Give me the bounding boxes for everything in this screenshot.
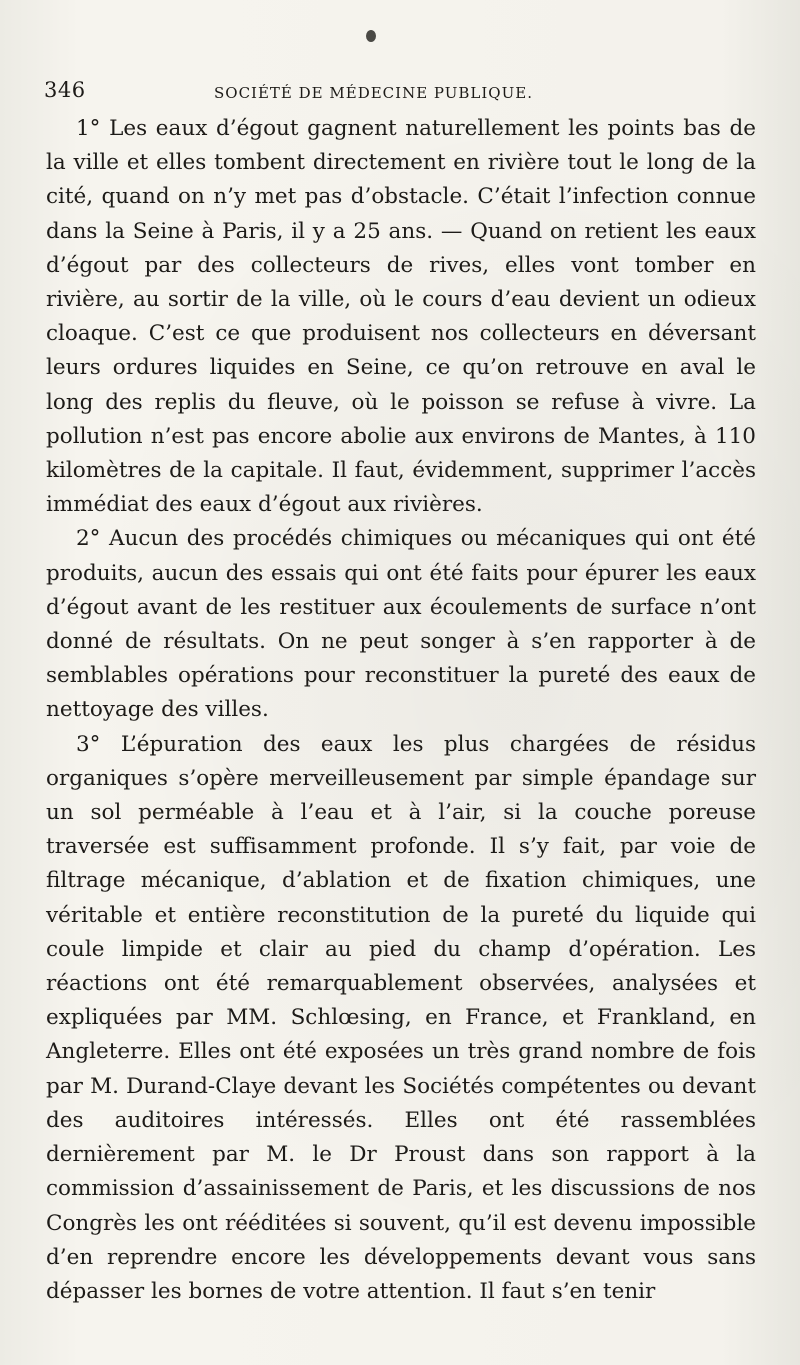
paragraph-3: 3° L’épuration des eaux les plus chargées de résidus organiques s’opère merveilleusement par simple épandage sur un sol perméable à l’eau et à l’air, si la couche poreuse traversée est suffisamment profonde. Il s’y fait, par voie de filtrage mécanique, d’ablation et de fixation chimiques, une véritable et entière reconstitution de la pureté du liquide qui coule limpide et clair au pied du champ d’opération. Les réactions ont été remarquablement observées, analysées et expliquées par MM. Schlœsing, en France, et Frankland, en Angleterre. Elles ont été exposées un très grand nombre de fois par M. Durand-Claye devant les Sociétés compétentes ou devant des auditoires intéressés. Elles ont été rassemblées dernièrement par M. le Dr Proust dans son rapport à la commission d’assainissement de Paris, et les discussions de nos Congrès les ont rééditées si souvent, qu’il est devenu impossible d’en reprendre encore les développements devant vous sans dépasser les bornes de votre attention. Il faut s’en tenir <box>46 731 756 1304</box>
body-text <box>46 112 756 1309</box>
paragraph-2: 2° Aucun des procédés chimiques ou mécaniques qui ont été produits, aucun des essais qui ont été faits pour épurer les eaux d’égout avant de les restituer aux écoulements de surface n’ont donné de résultats. On ne peut songer à s’en rapporter à de semblables opérations pour reconstituer la pureté des eaux de nettoyage des villes. <box>46 526 756 723</box>
paragraph-1: 1° Les eaux d’égout gagnent naturellement les points bas de la ville et elles tombent directement en rivière tout le long de la cité, quand on n’y met pas d’obstacle. C’était l’infection connue dans la Seine à Paris, il y a 25 ans. — Quand on retient les eaux d’égout par des collecteurs de rives, elles vont tomber en rivière, au sortir de la ville, où le cours d’eau devient un odieux cloaque. C’est ce que produisent nos collecteurs en déversant leurs ordures liquides en Seine, ce qu’on retrouve en aval le long des replis du fleuve, où le poisson se refuse à vivre. La pollution n’est pas encore abolie aux environs de Mantes, à 110 kilomètres de la capitale. Il faut, évidemment, supprimer l’accès immédiat des eaux d’égout aux rivières. <box>46 116 756 518</box>
ink-spot <box>366 30 376 42</box>
page-number: 346 <box>44 78 86 102</box>
page-header <box>44 78 752 108</box>
running-head: SOCIÉTÉ DE MÉDECINE PUBLIQUE. <box>214 84 533 102</box>
